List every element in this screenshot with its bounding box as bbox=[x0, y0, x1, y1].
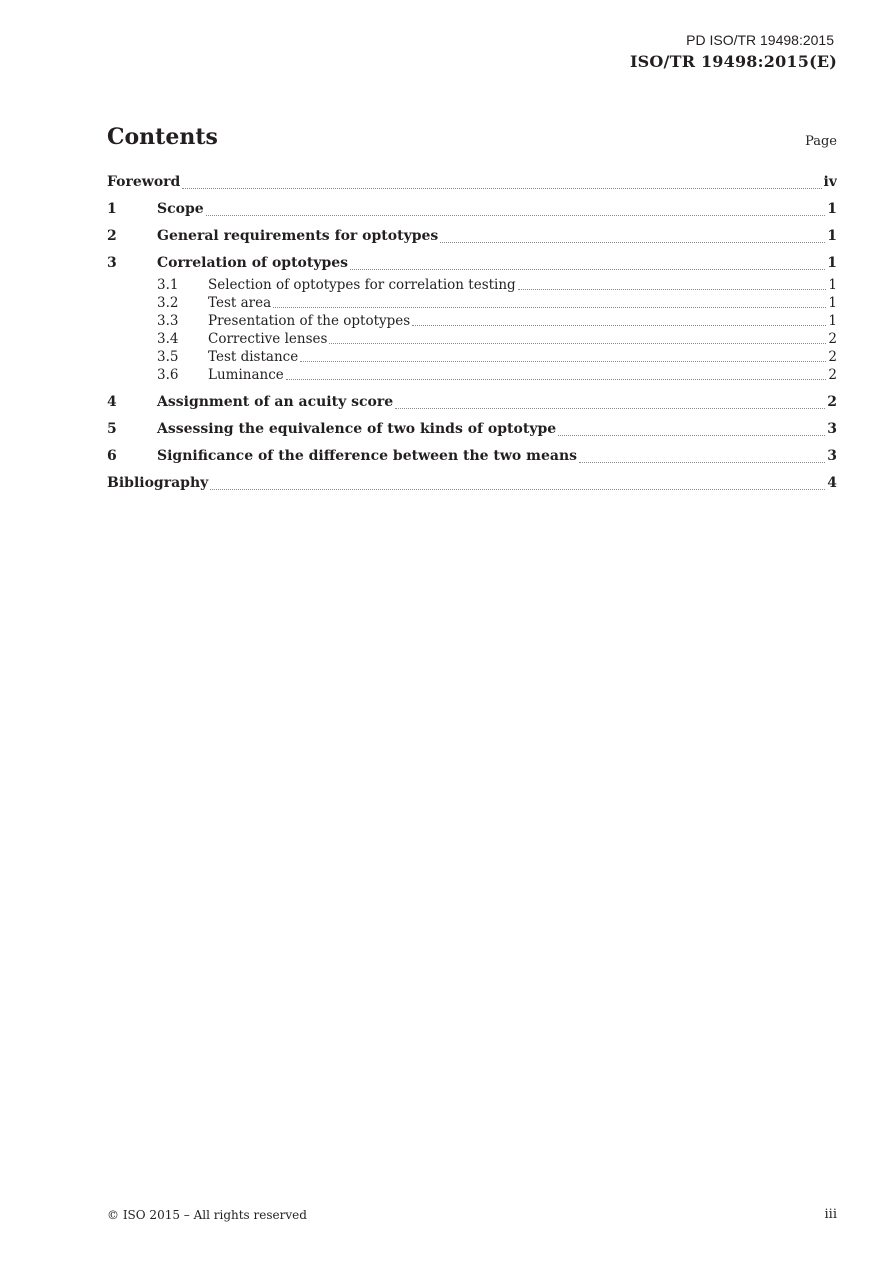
toc-leader bbox=[273, 307, 826, 308]
toc-entry-number: 1 bbox=[107, 201, 117, 217]
toc-entry-text: Presentation of the optotypes bbox=[208, 313, 411, 329]
toc-entry-page: 3 bbox=[827, 421, 837, 437]
toc-leader bbox=[558, 435, 825, 436]
toc-leader bbox=[286, 379, 827, 380]
toc-entry-number: 5 bbox=[107, 421, 117, 437]
toc-leader bbox=[440, 242, 825, 243]
toc-entry-page: 4 bbox=[827, 475, 837, 491]
document-code-pd: PD ISO/TR 19498:2015 bbox=[686, 32, 834, 48]
toc-subentry-luminance[interactable] bbox=[107, 367, 837, 385]
toc-entry-number: 3 bbox=[107, 255, 117, 271]
toc-entry-scope[interactable] bbox=[107, 201, 837, 221]
toc-entry-text: General requirements for optotypes bbox=[157, 228, 439, 244]
toc-leader bbox=[210, 489, 825, 490]
toc-entry-text: Correlation of optotypes bbox=[157, 255, 349, 271]
page-column-label: Page bbox=[805, 134, 837, 149]
toc-entry-page: 1 bbox=[828, 277, 837, 293]
toc-subentry-corrective-lenses[interactable] bbox=[107, 331, 837, 349]
toc-entry-text: Test distance bbox=[208, 349, 299, 365]
toc-entry-page: 3 bbox=[827, 448, 837, 464]
toc-entry-text: Significance of the difference between the two means bbox=[157, 448, 577, 464]
toc-entry-text: Assessing the equivalence of two kinds of optotype bbox=[157, 421, 557, 437]
toc-subentry-presentation[interactable] bbox=[107, 313, 837, 331]
toc-entry-page: 1 bbox=[828, 295, 837, 311]
toc-entry-bibliography[interactable] bbox=[107, 475, 837, 495]
toc-entry-general-requirements[interactable] bbox=[107, 228, 837, 248]
toc-entry-foreword[interactable] bbox=[107, 174, 837, 194]
toc-entry-page: 2 bbox=[827, 394, 837, 410]
toc-leader bbox=[350, 269, 825, 270]
toc-entry-text: Selection of optotypes for correlation testing bbox=[208, 277, 516, 293]
toc-entry-page: 2 bbox=[828, 331, 837, 347]
toc-entry-number: 3.4 bbox=[157, 331, 179, 347]
toc-entry-page: 1 bbox=[827, 201, 837, 217]
toc-entry-equivalence[interactable] bbox=[107, 421, 837, 441]
toc-entry-text: Test area bbox=[208, 295, 272, 311]
toc-leader bbox=[395, 408, 825, 409]
toc-entry-page: 1 bbox=[827, 255, 837, 271]
toc-entry-page: 2 bbox=[828, 349, 837, 365]
toc-entry-significance[interactable] bbox=[107, 448, 837, 468]
table-of-contents bbox=[107, 174, 837, 502]
page-number: iii bbox=[824, 1207, 837, 1222]
toc-entry-text: Luminance bbox=[208, 367, 284, 383]
toc-subentry-selection[interactable] bbox=[107, 277, 837, 295]
toc-leader bbox=[206, 215, 826, 216]
toc-entry-number: 6 bbox=[107, 448, 117, 464]
toc-leader bbox=[182, 188, 821, 189]
contents-title: Contents bbox=[107, 124, 218, 150]
copyright-notice: © ISO 2015 – All rights reserved bbox=[107, 1208, 307, 1222]
toc-leader bbox=[412, 325, 826, 326]
toc-entry-page: iv bbox=[823, 174, 837, 190]
toc-entry-text: Scope bbox=[157, 201, 204, 217]
toc-entry-number: 3.6 bbox=[157, 367, 179, 383]
toc-entry-number: 3.3 bbox=[157, 313, 179, 329]
toc-entry-page: 2 bbox=[828, 367, 837, 383]
toc-entry-text: Bibliography bbox=[107, 475, 209, 491]
toc-entry-number: 3.5 bbox=[157, 349, 179, 365]
toc-subentry-test-area[interactable] bbox=[107, 295, 837, 313]
document-code-iso: ISO/TR 19498:2015(E) bbox=[629, 52, 837, 71]
toc-entry-page: 1 bbox=[828, 313, 837, 329]
toc-entry-number: 3.2 bbox=[157, 295, 179, 311]
toc-leader bbox=[518, 289, 827, 290]
toc-entry-acuity-score[interactable] bbox=[107, 394, 837, 414]
toc-entry-text: Assignment of an acuity score bbox=[157, 394, 394, 410]
toc-leader bbox=[579, 462, 825, 463]
toc-leader bbox=[329, 343, 826, 344]
toc-entry-number: 2 bbox=[107, 228, 117, 244]
toc-entry-page: 1 bbox=[827, 228, 837, 244]
toc-entry-correlation[interactable] bbox=[107, 255, 837, 275]
toc-entry-text: Corrective lenses bbox=[208, 331, 328, 347]
toc-leader bbox=[300, 361, 826, 362]
toc-entry-text: Foreword bbox=[107, 174, 181, 190]
toc-entry-number: 3.1 bbox=[157, 277, 179, 293]
toc-subentry-test-distance[interactable] bbox=[107, 349, 837, 367]
toc-entry-number: 4 bbox=[107, 394, 117, 410]
